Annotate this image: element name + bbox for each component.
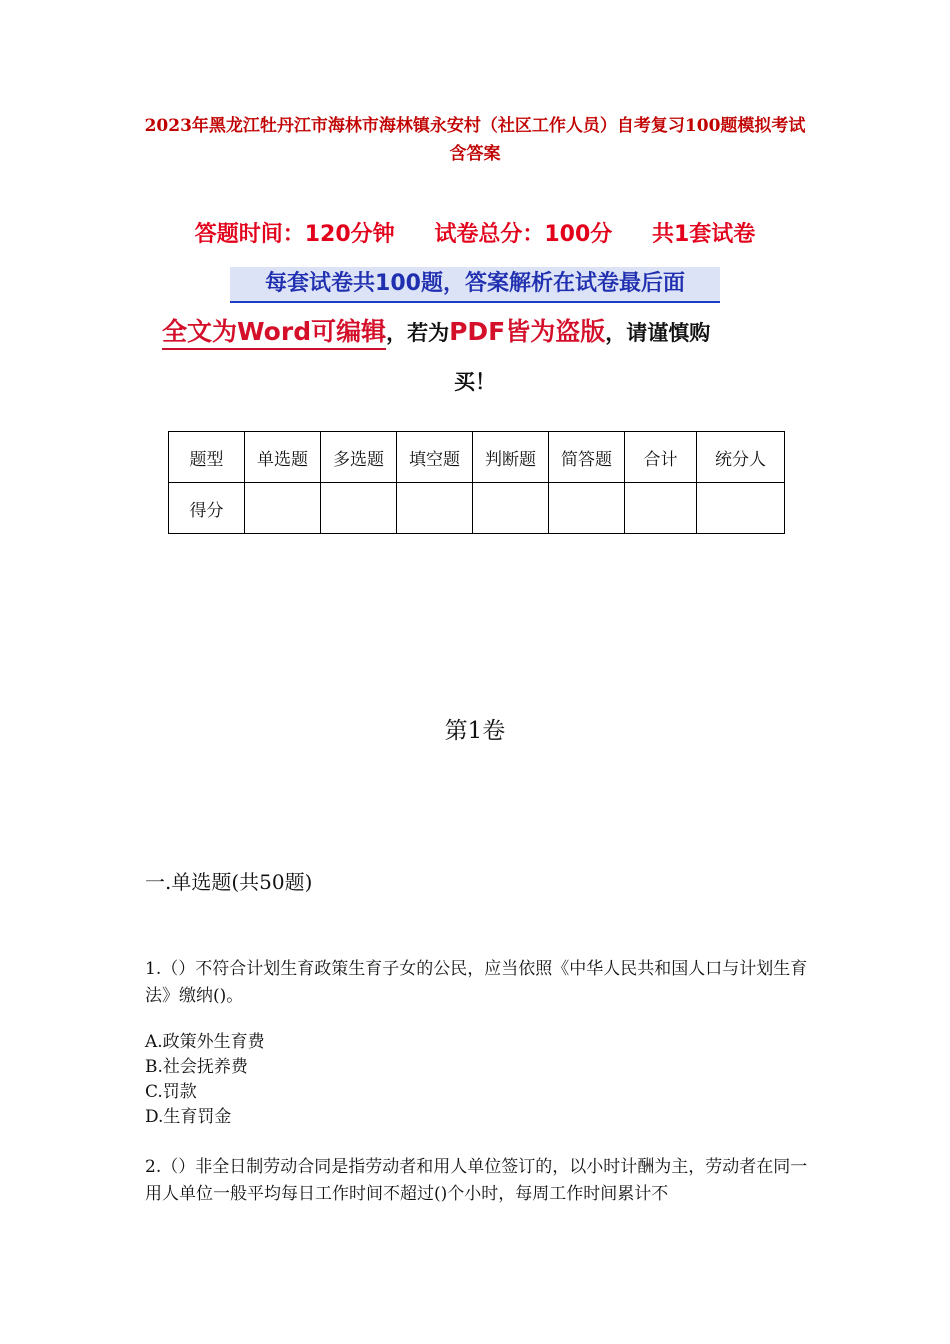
- pdf-piracy-text: PDF皆为盗版: [449, 317, 606, 346]
- score-cell: [321, 483, 397, 534]
- option-a: A.政策外生育费: [145, 1032, 265, 1052]
- score-cell: [397, 483, 473, 534]
- score-cell: [697, 483, 785, 534]
- table-header-cell: 题型: [169, 432, 245, 483]
- caution-text-end: 买！: [454, 370, 496, 394]
- score-cell: [549, 483, 625, 534]
- document-title: 2023年黑龙江牡丹江市海林市海林镇永安村（社区工作人员）自考复习100题模拟考试含答案: [144, 116, 806, 164]
- answer-notice: 每套试卷共100题，答案解析在试卷最后面: [230, 267, 720, 303]
- exam-time: 答题时间：120分钟: [194, 222, 395, 247]
- score-table: [168, 431, 785, 534]
- score-cell: [625, 483, 697, 534]
- option-c: C.罚款: [145, 1082, 197, 1102]
- word-editable-text: 全文为Word可编辑: [162, 317, 386, 350]
- score-cell: [473, 483, 549, 534]
- caution-text: ，请谨慎购: [605, 321, 711, 345]
- option-b: B.社会抚养费: [145, 1057, 248, 1077]
- section-heading: 一.单选题(共50题): [145, 870, 313, 894]
- table-row-label: 得分: [169, 483, 245, 534]
- score-cell: [245, 483, 321, 534]
- total-score: 试卷总分：100分: [434, 222, 613, 247]
- table-header-cell: 判断题: [473, 432, 549, 483]
- notice-connector: ，若为: [386, 321, 450, 345]
- question-1-options: [145, 1030, 813, 1130]
- question-2: 2.（）非全日制劳动合同是指劳动者和用人单位签订的，以小时计酬为主，劳动者在同一用人单位一般平均每日工作时间不超过()个小时，每周工作时间累计不: [145, 1157, 808, 1204]
- table-header-cell: 合计: [625, 432, 697, 483]
- question-1: 1.（）不符合计划生育政策生育子女的公民，应当依照《中华人民共和国人口与计划生育法》缴纳()。: [145, 959, 808, 1006]
- table-header-cell: 填空题: [397, 432, 473, 483]
- score-table-header-row: [169, 432, 785, 483]
- exam-meta: [0, 218, 950, 252]
- volume-heading: 第1卷: [444, 718, 506, 744]
- option-d: D.生育罚金: [145, 1107, 232, 1127]
- table-header-cell: 简答题: [549, 432, 625, 483]
- table-header-cell: 多选题: [321, 432, 397, 483]
- set-count: 共1套试卷: [651, 222, 756, 247]
- table-header-cell: 单选题: [245, 432, 321, 483]
- copyright-notice: [162, 312, 802, 355]
- score-table-score-row: [169, 483, 785, 534]
- table-header-cell: 统分人: [697, 432, 785, 483]
